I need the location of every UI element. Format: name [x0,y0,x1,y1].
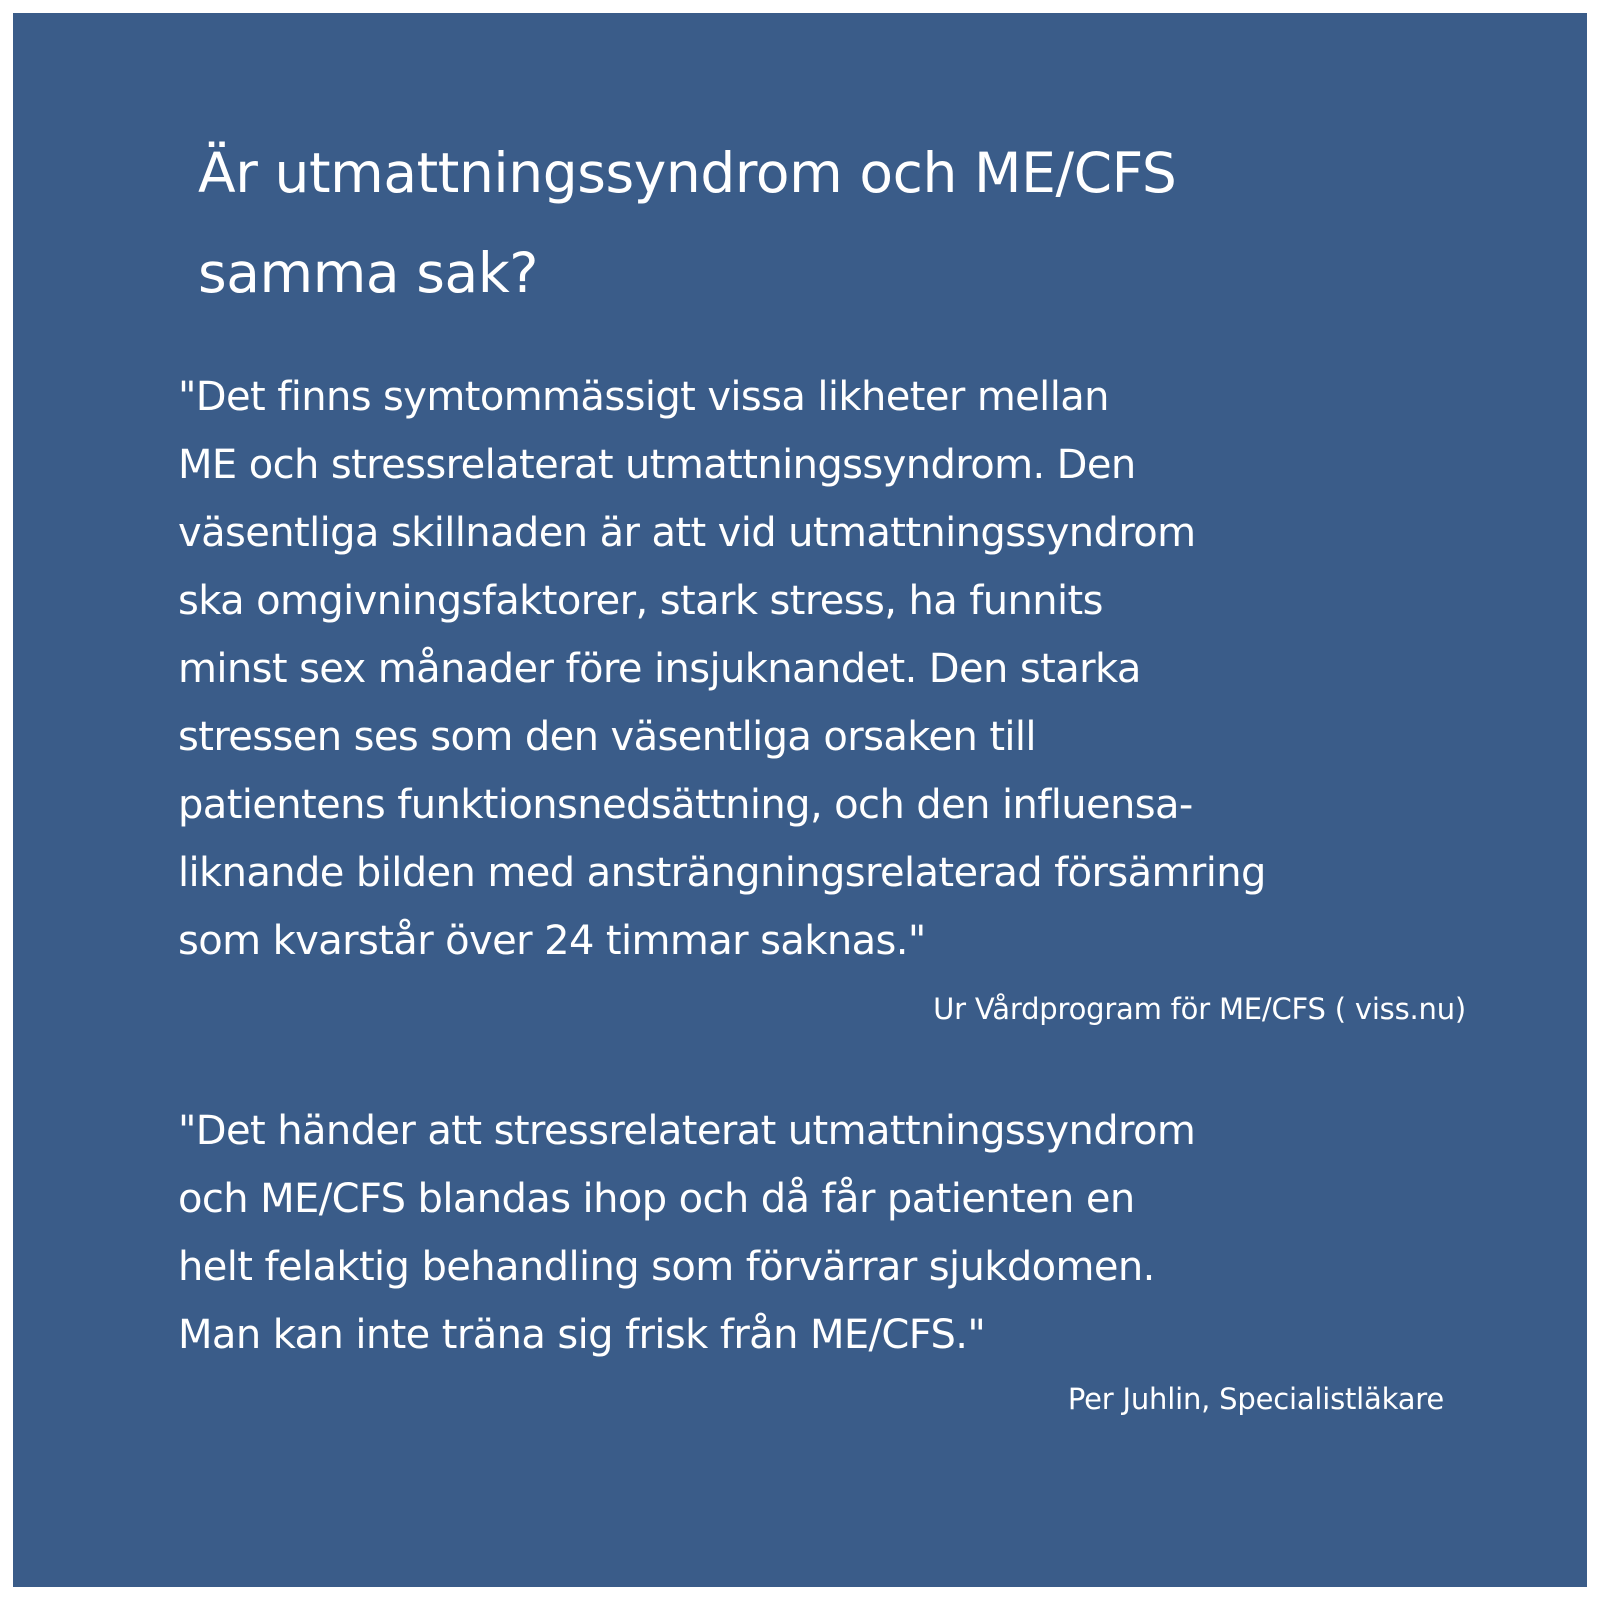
quote-line: ME och stressrelaterat utmattningssyndrom. Den [178,442,1136,488]
page-title [198,123,1448,323]
quote-line: liknande bilden med ansträngningsrelaterad försämring [178,850,1266,896]
quote-line: som kvarstår över 24 timmar saknas." [178,918,926,964]
quote-source-vardprogram: Ur Vårdprogram för ME/CFS ( viss.nu) [933,992,1466,1026]
quote-vardprogram [178,363,1266,975]
quote-line: patientens funktionsnedsättning, och den influensa- [178,782,1193,828]
quote-source-per-juhlin: Per Juhlin, Specialistläkare [1067,1382,1444,1416]
info-card [13,13,1587,1587]
quote-line: helt felaktig behandling som förvärrar sjukdomen. [178,1244,1155,1290]
title-line: samma sak? [198,241,539,305]
quote-line: väsentliga skillnaden är att vid utmattningssyndrom [178,510,1196,556]
quote-line: "Det finns symtommässigt vissa likheter mellan [178,374,1109,420]
quote-line: minst sex månader före insjuknandet. Den starka [178,646,1141,692]
quote-line: Man kan inte träna sig frisk från ME/CFS." [178,1312,986,1358]
quote-line: stressen ses som den väsentliga orsaken till [178,714,1036,760]
quote-per-juhlin [178,1097,1195,1369]
quote-line: ska omgivningsfaktorer, stark stress, ha funnits [178,578,1103,624]
quote-line: "Det händer att stressrelaterat utmattningssyndrom [178,1108,1196,1154]
title-line: Är utmattningssyndrom och ME/CFS [198,141,1177,205]
quote-line: och ME/CFS blandas ihop och då får patienten en [178,1176,1135,1222]
